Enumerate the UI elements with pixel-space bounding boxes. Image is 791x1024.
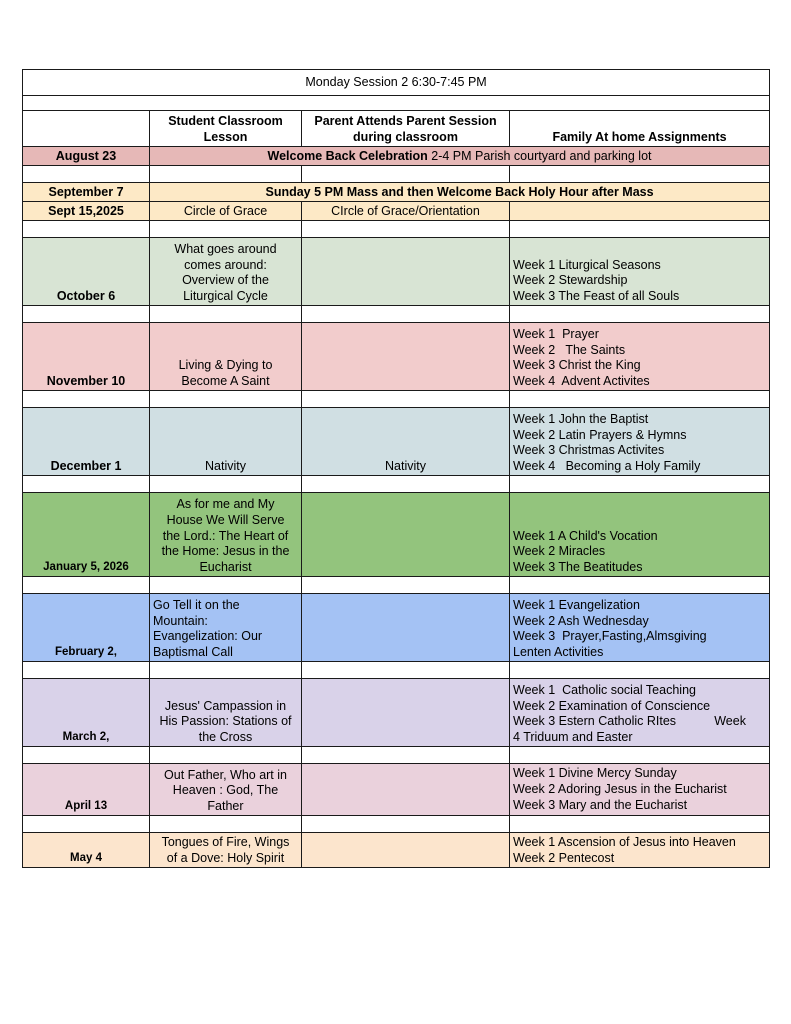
cell-line: Week 3 Mary and the Eucharist [513,797,688,812]
spacer-cell [150,221,302,238]
row-aug-event-rest: 2-4 PM Parish courtyard and parking lot [427,149,652,164]
spacer-cell [150,816,302,833]
row-nov-student [150,323,302,391]
cell-line: Week 2 The Saints [513,342,626,357]
row-dec-student: Nativity [150,408,302,476]
cell-line: As for me and My [176,497,275,512]
row-mar-parent [302,679,510,747]
spacer-cell [23,166,150,183]
cell-line: Heaven : God, The [172,783,279,798]
cell-line: Week 1 Evangelization [513,597,640,612]
cell-line: Eucharist [199,560,252,575]
cell-line: Week 1 Ascension of Jesus into Heaven [513,835,736,850]
cell-line: Week 3 Christ the King [513,358,641,373]
schedule-table [22,69,770,868]
spacer-cell [302,166,510,183]
cell-line: Liturgical Cycle [183,289,268,304]
spacer-cell [302,476,510,493]
row-jan-family [510,493,770,577]
spacer-cell [510,577,770,594]
row-oct-date: October 6 [23,238,150,306]
row-mar-student [150,679,302,747]
cell-line: Overview of the [182,273,269,288]
row-may-family [510,833,770,868]
cell-line: Week 2 Miracles [513,544,606,559]
spacer-cell [302,221,510,238]
spacer-cell [510,391,770,408]
spacer-cell [510,662,770,679]
spacer-cell [150,391,302,408]
row-oct-student [150,238,302,306]
spacer-cell [510,816,770,833]
row-nov-date: November 10 [23,323,150,391]
cell-line: Become A Saint [181,374,270,389]
cell-line: Tongues of Fire, Wings [161,835,290,850]
spacer-cell [23,221,150,238]
row-may-date: May 4 [23,833,150,868]
cell-line: of a Dove: Holy Spirit [166,851,285,866]
cell-line: Week 3 The Feast of all Souls [513,289,680,304]
cell-line: Mountain: [153,613,208,628]
row-aug-date: August 23 [23,147,150,166]
cell-line: Week 3 Prayer,Fasting,Almsgiving [513,629,707,644]
row-feb-parent [302,594,510,662]
cell-line: Baptismal Call [153,645,233,660]
row-sep15-student: Circle of Grace [150,202,302,221]
spacer-cell [150,166,302,183]
spacer-cell [150,662,302,679]
cell-line: Week 3 Estern Catholic RItes Week [513,714,746,729]
row-sep15-parent: CIrcle of Grace/Orientation [302,202,510,221]
spacer-cell [150,747,302,764]
row-oct-parent [302,238,510,306]
cell-line: the Cross [198,730,253,745]
cell-line: Week 3 Christmas Activites [513,443,665,458]
cell-line: Go Tell it on the [153,597,240,612]
spacer-cell [23,577,150,594]
spacer-cell [510,221,770,238]
spacer-cell [302,816,510,833]
cell-line: Week 2 Examination of Conscience [513,698,711,713]
row-aug-event [150,147,770,166]
spacer-cell [23,662,150,679]
cell-line: Week 2 Stewardship [513,273,628,288]
cell-line: Evangelization: Our [153,629,263,644]
spacer-cell [23,391,150,408]
cell-line: Week 1 Liturgical Seasons [513,257,661,272]
header-student-lesson: Student Classroom Lesson [150,111,302,147]
row-dec-parent: Nativity [302,408,510,476]
row-apr-parent [302,764,510,816]
row-nov-parent [302,323,510,391]
row-may-parent [302,833,510,868]
spacer-cell [150,476,302,493]
cell-line: Week 4 Advent Activites [513,374,650,389]
row-may-student [150,833,302,868]
spacer-cell [510,306,770,323]
cell-line: 4 Triduum and Easter [513,730,633,745]
cell-line: Week 1 John the Baptist [513,411,649,426]
row-jan-date: January 5, 2026 [23,493,150,577]
spacer-cell [150,577,302,594]
spacer-cell [302,662,510,679]
header-date-cell [23,111,150,147]
row-sep7-event: Sunday 5 PM Mass and then Welcome Back Holy Hour after Mass [150,183,770,202]
row-sep15-family [510,202,770,221]
spacer-cell [23,747,150,764]
header-family-assignments: Family At home Assignments [510,111,770,147]
spacer-cell [510,166,770,183]
cell-line: Father [207,799,244,814]
header-parent-session: Parent Attends Parent Session during classroom [302,111,510,147]
cell-line: Week 2 Pentecost [513,851,615,866]
row-jan-parent [302,493,510,577]
spacer-cell [23,476,150,493]
cell-line: Week 2 Ash Wednesday [513,613,649,628]
cell-line: His Passion: Stations of [159,714,292,729]
cell-line: Week 1 Divine Mercy Sunday [513,766,677,780]
cell-line: Lenten Activities [513,645,604,660]
row-apr-student [150,764,302,816]
cell-line: Living & Dying to [178,358,273,373]
spacer-cell [302,306,510,323]
row-feb-family [510,594,770,662]
cell-line: Jesus' Campassion in [164,698,287,713]
cell-line: Out Father, Who art in [164,767,287,782]
spacer-cell [302,391,510,408]
row-apr-date: April 13 [23,764,150,816]
row-jan-student [150,493,302,577]
cell-line: Week 4 Becoming a Holy Family [513,459,701,474]
page-title: Monday Session 2 6:30-7:45 PM [23,70,770,96]
row-sep7-date: September 7 [23,183,150,202]
cell-line: the Lord.: The Heart of [162,528,289,543]
cell-line: Week 2 Latin Prayers & Hymns [513,427,687,442]
row-dec-family [510,408,770,476]
cell-line: comes around: [184,257,267,272]
row-aug-event-bold: Welcome Back Celebration [267,149,428,164]
spacer-cell [23,816,150,833]
spacer-cell [23,306,150,323]
spacer-cell [510,476,770,493]
row-mar-family [510,679,770,747]
cell-line: Week 3 The Beatitudes [513,560,643,575]
row-feb-student [150,594,302,662]
row-sep15-date: Sept 15,2025 [23,202,150,221]
row-mar-date: March 2, [23,679,150,747]
spacer-cell [150,306,302,323]
row-dec-date: December 1 [23,408,150,476]
cell-line: the Home: Jesus in the [161,544,290,559]
row-apr-family [510,764,770,816]
cell-line: Week 2 Adoring Jesus in the Eucharist [513,781,727,796]
row-oct-family [510,238,770,306]
row-feb-date: February 2, [23,594,150,662]
spacer-cell [302,747,510,764]
cell-line: House We Will Serve [166,512,285,527]
spacer-cell [510,747,770,764]
spacer-row [23,96,770,111]
spacer-cell [302,577,510,594]
row-nov-family [510,323,770,391]
cell-line: Week 1 A Child's Vocation [513,528,658,543]
cell-line: Week 1 Prayer [513,326,599,341]
cell-line: Week 1 Catholic social Teaching [513,682,696,697]
cell-line: What goes around [174,241,277,256]
